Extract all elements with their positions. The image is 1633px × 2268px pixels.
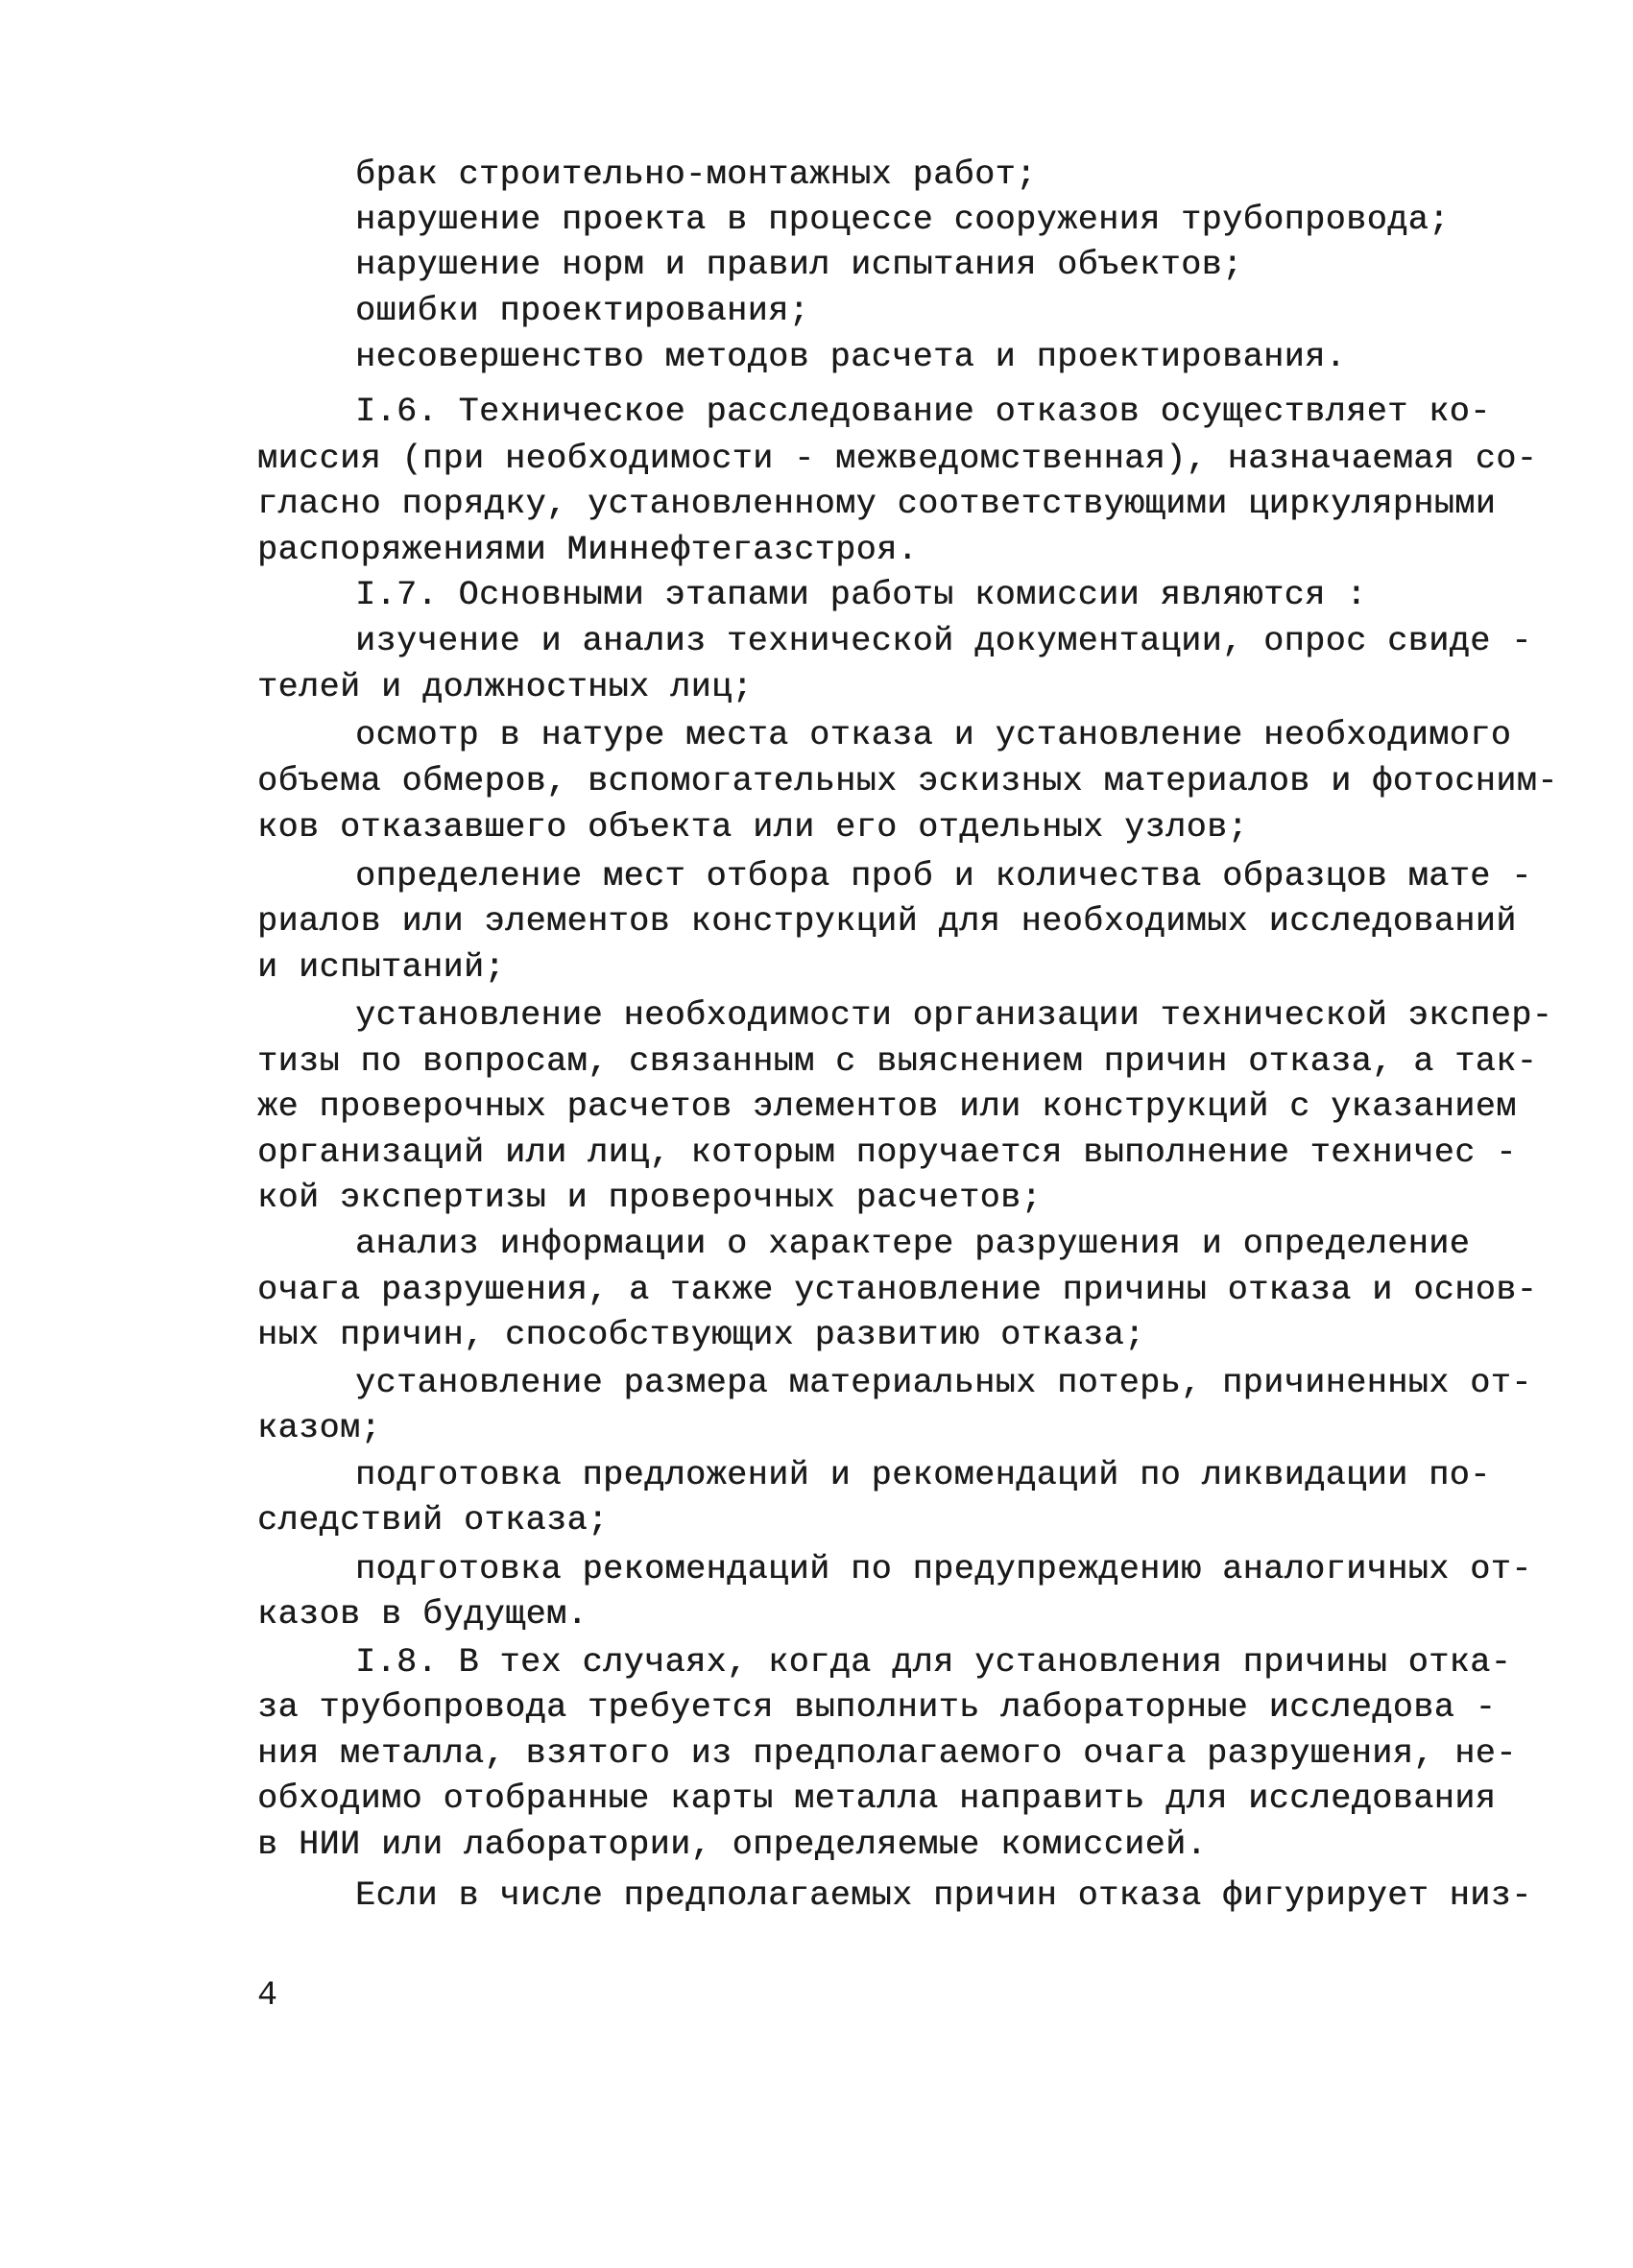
text-line: казом;: [257, 1409, 382, 1447]
text-line: Если в числе предполагаемых причин отказа фигурирует низ-: [355, 1876, 1532, 1915]
text-line: установление размера материальных потерь, причиненных от-: [355, 1364, 1532, 1402]
text-line: установление необходимости организации технической экспер-: [355, 996, 1553, 1035]
text-line: в НИИ или лаборатории, определяемые комиссией.: [257, 1826, 1208, 1864]
section-1-8-start: I.8. В тех случаях, когда для установления причины отка-: [355, 1643, 1512, 1682]
text-line: за трубопровода требуется выполнить лабораторные исследова -: [257, 1688, 1497, 1727]
text-line: подготовка предложений и рекомендаций по ликвидации по-: [355, 1456, 1491, 1494]
text-line: несовершенство методов расчета и проектирования.: [355, 338, 1347, 376]
text-line: нарушение норм и правил испытания объектов;: [355, 246, 1243, 284]
text-line: определение мест отбора проб и количества образцов мате -: [355, 857, 1532, 895]
text-line: организаций или лиц, которым поручается выполнение техничес -: [257, 1134, 1517, 1172]
text-line: нарушение проекта в процессе сооружения трубопровода;: [355, 201, 1450, 239]
text-line: брак строительно-монтажных работ;: [355, 155, 1037, 194]
section-1-7-start: I.7. Основными этапами работы комиссии являются :: [355, 576, 1367, 614]
page-number: 4: [257, 1976, 278, 2015]
text-line: следствий отказа;: [257, 1501, 609, 1540]
section-1-6-start: I.6. Техническое расследование отказов осуществляет ко-: [355, 393, 1491, 431]
text-line: очага разрушения, а также установление причины отказа и основ-: [257, 1271, 1538, 1309]
text-line: анализ информации о характере разрушения и определение: [355, 1225, 1471, 1263]
text-line: же проверочных расчетов элементов или конструкций с указанием: [257, 1087, 1517, 1126]
text-line: изучение и анализ технической документации, опрос свиде -: [355, 622, 1532, 660]
text-line: подготовка рекомендаций по предупреждению аналогичных от-: [355, 1550, 1532, 1588]
text-line: риалов или элементов конструкций для необходимых исследований: [257, 902, 1517, 941]
text-line: гласно порядку, установленному соответствующими циркулярными: [257, 485, 1497, 523]
text-line: ния металла, взятого из предполагаемого очага разрушения, не-: [257, 1734, 1517, 1773]
text-line: обходимо отобранные карты металла направить для исследования: [257, 1779, 1497, 1818]
text-line: объема обмеров, вспомогательных эскизных материалов и фотосним-: [257, 762, 1558, 800]
text-line: ных причин, способствующих развитию отказа;: [257, 1316, 1145, 1354]
text-line: ков отказавшего объекта или его отдельных узлов;: [257, 808, 1249, 847]
text-line: осмотр в натуре места отказа и установление необходимого: [355, 716, 1512, 754]
text-line: миссия (при необходимости - межведомственная), назначаемая со-: [257, 440, 1538, 478]
text-line: телей и должностных лиц;: [257, 668, 754, 706]
text-line: тизы по вопросам, связанным с выяснением причин отказа, а так-: [257, 1042, 1538, 1081]
text-line: ошибки проектирования;: [355, 292, 810, 330]
text-line: распоряжениями Миннефтегазстроя.: [257, 531, 919, 569]
text-line: кой экспертизы и проверочных расчетов;: [257, 1179, 1043, 1217]
text-line: казов в будущем.: [257, 1595, 588, 1634]
text-line: и испытаний;: [257, 948, 506, 987]
